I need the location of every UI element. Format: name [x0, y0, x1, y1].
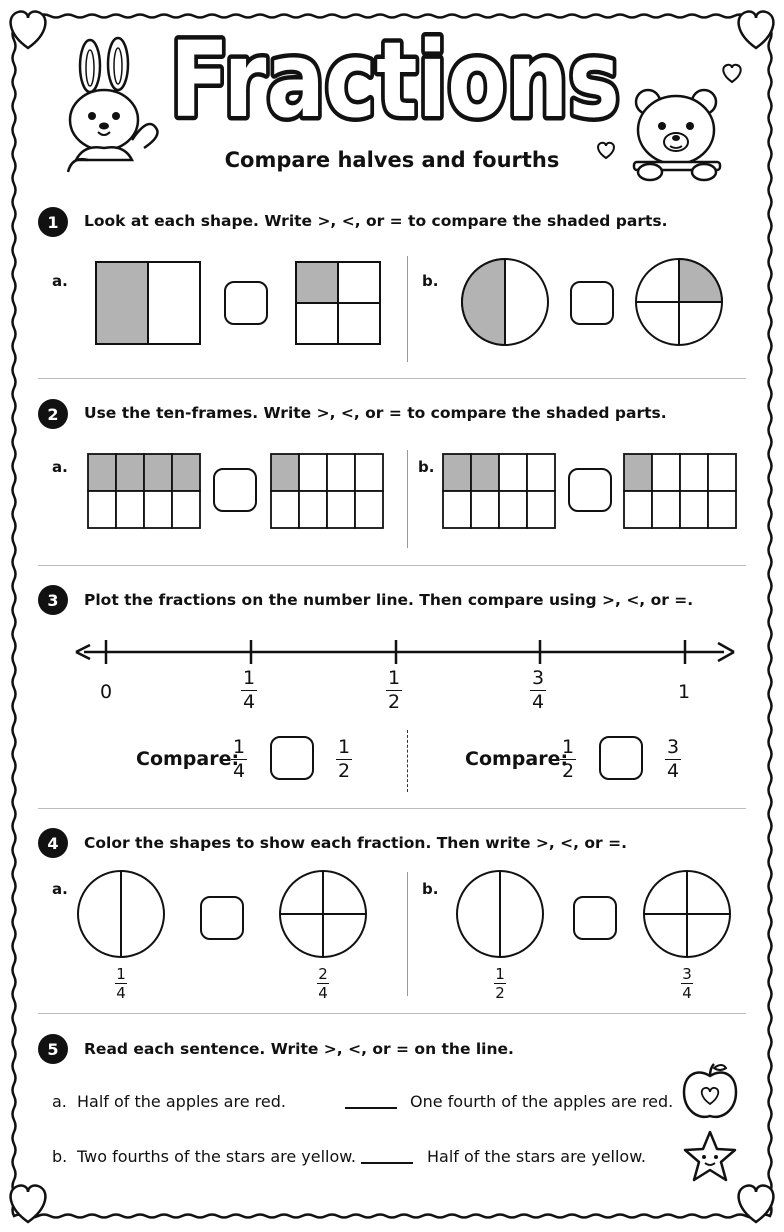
- ten-frame-cell: [471, 491, 499, 528]
- ten-frame-cell: [355, 454, 383, 491]
- ten-frame-cell: [144, 454, 172, 491]
- column-divider: [407, 450, 408, 548]
- answer-box[interactable]: [224, 281, 268, 325]
- ten-frame-cell: [327, 454, 355, 491]
- section-number-badge: 1: [38, 207, 68, 237]
- tick-label-fraction: 1 2: [387, 667, 401, 713]
- answer-box[interactable]: [599, 736, 643, 780]
- section-divider: [38, 808, 746, 809]
- shape-fraction: 2 4: [318, 965, 328, 1002]
- sentence-label: b.: [52, 1147, 68, 1166]
- section-instruction: Read each sentence. Write >, <, or = on the line.: [84, 1040, 514, 1058]
- section-number-badge: 3: [38, 585, 68, 615]
- answer-box[interactable]: [270, 736, 314, 780]
- circle-fourths: [644, 871, 730, 957]
- sentence-text: Half of the apples are red.: [77, 1092, 286, 1111]
- svg-text:Fractions: Fractions: [170, 19, 620, 141]
- ten-frame-cell: [299, 454, 327, 491]
- shape-fraction: 1 4: [116, 965, 126, 1002]
- answer-box[interactable]: [570, 281, 614, 325]
- ten-frame-cell: [527, 454, 555, 491]
- ten-frame-cell: [708, 491, 736, 528]
- answer-box[interactable]: [568, 468, 612, 512]
- tick-label-fraction: 3 4: [531, 667, 545, 713]
- column-divider: [407, 872, 408, 996]
- section4-circles[interactable]: [0, 864, 784, 964]
- ten-frame-cell: [652, 454, 680, 491]
- ten-frame-cell: [624, 454, 652, 491]
- ten-frame-b-left: [443, 454, 555, 528]
- column-divider: [407, 730, 408, 792]
- compare-label: Compare:: [465, 748, 569, 770]
- section-divider: [38, 378, 746, 379]
- small-heart-icon: [723, 65, 740, 82]
- section-instruction: Color the shapes to show each fraction. Then write >, <, or =.: [84, 834, 627, 852]
- section-number-badge: 2: [38, 399, 68, 429]
- section-divider: [38, 565, 746, 566]
- ten-frame-cell: [88, 491, 116, 528]
- ten-frame-cell: [443, 454, 471, 491]
- ten-frame-cell: [499, 491, 527, 528]
- sentence-text: One fourth of the apples are red.: [410, 1092, 674, 1111]
- ten-frame-cell: [116, 454, 144, 491]
- shape-fraction: 1 2: [495, 965, 505, 1002]
- answer-line[interactable]: [361, 1162, 413, 1164]
- shape-fraction: 3 4: [682, 965, 692, 1002]
- ten-frame-cell: [172, 491, 200, 528]
- ten-frames: [0, 440, 784, 540]
- ten-frame-cell: [443, 491, 471, 528]
- section-instruction: Plot the fractions on the number line. Then compare using >, <, or =.: [84, 591, 694, 609]
- page-subtitle: Compare halves and fourths: [224, 148, 560, 172]
- ten-frame-cell: [144, 491, 172, 528]
- part-label: b.: [422, 880, 439, 898]
- ten-frame-cell: [708, 454, 736, 491]
- section-divider: [38, 1013, 746, 1014]
- ten-frame-cell: [355, 491, 383, 528]
- half-circle: [462, 259, 548, 345]
- sentence-label: a.: [52, 1092, 67, 1111]
- ten-frame-cell: [299, 491, 327, 528]
- ten-frame-a-right: [271, 454, 383, 528]
- answer-box[interactable]: [200, 896, 244, 940]
- tick-label-fraction: 1 4: [242, 667, 256, 713]
- ten-frame-b-right: [624, 454, 736, 528]
- quarter-square: [296, 262, 380, 344]
- compare-fraction: 1 2: [337, 736, 351, 782]
- compare-fraction: 1 2: [561, 736, 575, 782]
- compare-label: Compare:: [136, 748, 240, 770]
- section-instruction: Use the ten-frames. Write >, <, or = to compare the shaded parts.: [84, 404, 667, 422]
- page-title: [160, 18, 630, 141]
- ten-frame-cell: [172, 454, 200, 491]
- ten-frame-cell: [271, 454, 299, 491]
- ten-frame-cell: [327, 491, 355, 528]
- ten-frame-a-left: [88, 454, 200, 528]
- answer-box[interactable]: [213, 468, 257, 512]
- circle-halves: [457, 871, 543, 957]
- ten-frame-cell: [116, 491, 144, 528]
- column-divider: [407, 256, 408, 362]
- quarter-circle: [636, 259, 722, 345]
- ten-frame-cell: [680, 491, 708, 528]
- section-number-badge: 5: [38, 1034, 68, 1064]
- section1-shapes: [0, 250, 784, 365]
- ten-frame-cell: [499, 454, 527, 491]
- circle-halves: [78, 871, 164, 957]
- circle-fourths: [280, 871, 366, 957]
- sentence-text: Two fourths of the stars are yellow.: [77, 1147, 356, 1166]
- part-label: a.: [52, 880, 68, 898]
- tick-label-0: 0: [100, 681, 113, 703]
- ten-frame-cell: [88, 454, 116, 491]
- ten-frame-cell: [652, 491, 680, 528]
- ten-frame-cell: [680, 454, 708, 491]
- star-icon: [680, 1128, 740, 1188]
- half-square: [96, 262, 200, 344]
- part-label: a.: [52, 272, 68, 290]
- section-instruction: Look at each shape. Write >, <, or = to compare the shaded parts.: [84, 212, 668, 230]
- sentence-text: Half of the stars are yellow.: [427, 1147, 646, 1166]
- ten-frame-cell: [624, 491, 652, 528]
- ten-frame-cell: [471, 454, 499, 491]
- part-label: b.: [418, 458, 435, 476]
- answer-box[interactable]: [573, 896, 617, 940]
- compare-fraction: 1 4: [232, 736, 246, 782]
- apple-icon: [680, 1060, 740, 1124]
- ten-frame-cell: [271, 491, 299, 528]
- part-label: a.: [52, 458, 68, 476]
- compare-fraction: 3 4: [666, 736, 680, 782]
- part-label: b.: [422, 272, 439, 290]
- answer-line[interactable]: [345, 1107, 397, 1109]
- ten-frame-cell: [527, 491, 555, 528]
- section-number-badge: 4: [38, 828, 68, 858]
- tick-label-1: 1: [678, 681, 691, 703]
